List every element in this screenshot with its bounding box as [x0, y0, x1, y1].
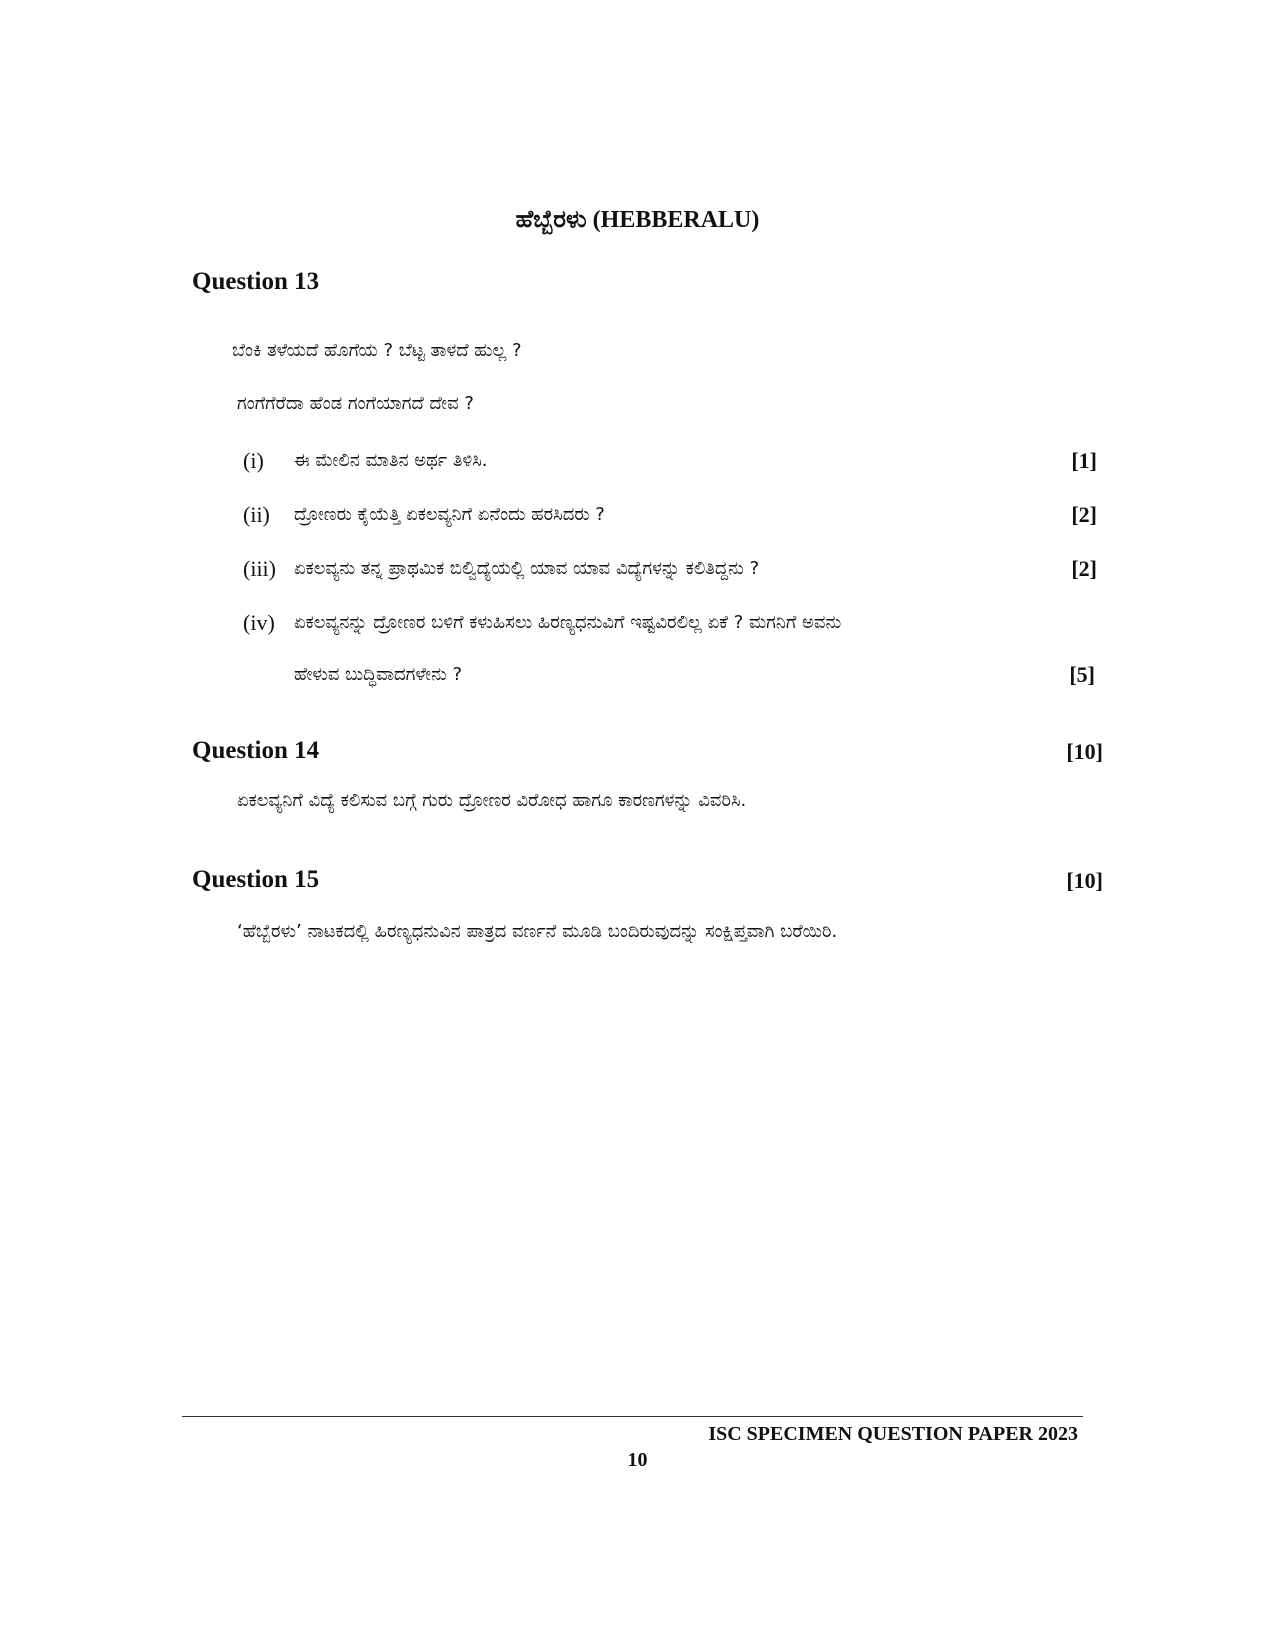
part-iv-text-continued: ಹೇಳುವ ಬುದ್ಧಿವಾದಗಳೇನು ?	[294, 664, 463, 685]
part-i-text: ಈ ಮೇಲಿನ ಮಾತಿನ ಅರ್ಥ ತಿಳಿಸಿ.	[294, 450, 488, 471]
question-15-marks: [10]	[1066, 868, 1103, 893]
question-14-text: ಏಕಲವ್ಯನಿಗೆ ವಿದ್ಯೆ ಕಲಿಸುವ ಬಗ್ಗೆ ಗುರು ದ್ರೋಣರ ವಿರೋಧ ಹಾಗೂ ಕಾರಣಗಳನ್ನು ವಿವರಿಸಿ.	[237, 790, 747, 811]
question-13-heading: Question 13	[192, 268, 320, 295]
part-i-marks: [1]	[1071, 448, 1097, 473]
page-number: 10	[627, 1449, 648, 1471]
part-iv-number: (iv)	[243, 610, 275, 635]
section-title: ಹೆಬ್ಬೆರಳು (HEBBERALU)	[515, 207, 760, 233]
part-i-number: (i)	[243, 448, 264, 473]
part-iii-marks: [2]	[1071, 556, 1097, 581]
question-15-heading: Question 15	[192, 866, 320, 893]
question-15-text: ‘ಹೆಬ್ಬೆರಳು’ ನಾಟಕದಲ್ಲಿ ಹಿರಣ್ಯಧನುವಿನ ಪಾತ್ರದ ವರ್ಣನೆ ಮೂಡಿ ಬಂದಿರುವುದನ್ನು ಸಂಕ್ಷಿಪ್ತವಾಗಿ ಬರೆಯಿರಿ.	[237, 921, 838, 942]
part-ii-marks: [2]	[1071, 502, 1097, 527]
passage-line-1: ಬೆಂಕಿ ತಳೆಯದೆ ಹೊಗೆಯ ? ಬೆಟ್ಟ ತಾಳದೆ ಹುಲ್ಲ ?	[232, 340, 522, 361]
part-iv-marks: [5]	[1069, 662, 1095, 687]
question-14-marks: [10]	[1066, 739, 1103, 764]
question-14-heading: Question 14	[192, 737, 320, 764]
passage-line-2: ಗಂಗೆಗೆರೆದಾ ಹೆಂಡ ಗಂಗೆಯಾಗದೆ ದೇವ ?	[237, 393, 474, 414]
part-iii-number: (iii)	[243, 556, 276, 581]
part-ii-text: ದ್ರೋಣರು ಕೈಯೆತ್ತಿ ಏಕಲವ್ಯನಿಗೆ ಏನೆಂದು ಹರಸಿದರು ?	[294, 504, 605, 525]
part-iii-text: ಏಕಲವ್ಯನು ತನ್ನ ಪ್ರಾಥಮಿಕ ಬಿಲ್ವಿದ್ಯೆಯಲ್ಲಿ ಯಾವ ಯಾವ ವಿದ್ಯೆಗಳನ್ನು ಕಲಿತಿದ್ದನು ?	[294, 558, 760, 579]
footer-divider	[182, 1416, 1083, 1417]
part-ii-number: (ii)	[243, 502, 270, 527]
part-iv-text: ಏಕಲವ್ಯನನ್ನು ದ್ರೋಣರ ಬಳಿಗೆ ಕಳುಹಿಸಲು ಹಿರಣ್ಯಧನುವಿಗೆ ಇಷ್ಟವಿರಲಿಲ್ಲ ಏಕೆ ? ಮಗನಿಗೆ ಅವನು	[294, 612, 842, 633]
footer-title: ISC SPECIMEN QUESTION PAPER 2023	[708, 1423, 1078, 1445]
